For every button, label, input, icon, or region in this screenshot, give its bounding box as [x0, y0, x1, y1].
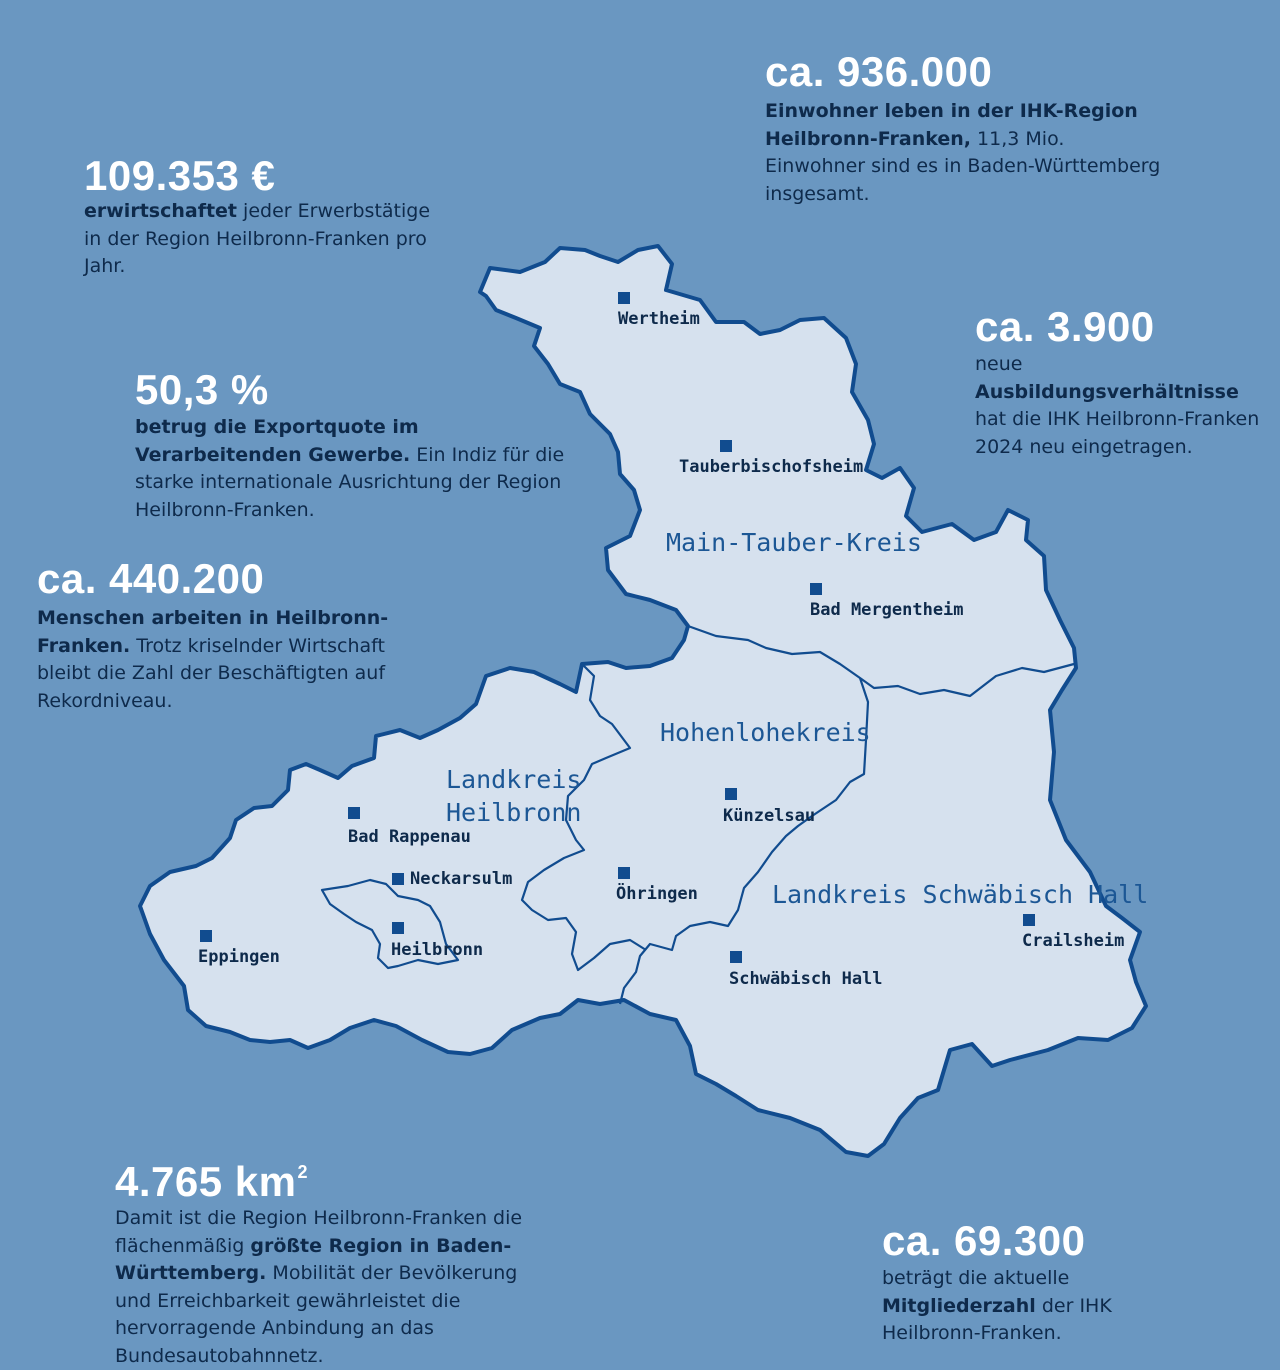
stat-mitglieder [882, 1217, 1212, 1348]
stat-einwohner [765, 48, 1165, 208]
stat-beschaeftigte-bold: Menschen arbeiten in Heilbronn-Franken. [37, 607, 389, 657]
stat-einwohner-rest: 11,3 Mio. Einwohner sind es in Baden-Württemberg insgesamt. [765, 127, 1161, 205]
stat-produktivitaet-text [84, 198, 444, 281]
town-label-neckarsulm: Neckarsulm [410, 869, 513, 889]
district-heilbronn-line2: Heilbronn [446, 798, 582, 827]
stat-mitglieder-rest: der IHK Heilbronn-Franken. [882, 1294, 1112, 1344]
stat-flaeche-text [115, 1205, 525, 1370]
stat-export-value: 50,3 % [135, 366, 269, 413]
stat-mitglieder-text [882, 1265, 1212, 1348]
district-schwaebisch-hall: Landkreis Schwäbisch Hall [772, 880, 1149, 909]
district-main-tauber: Main-Tauber-Kreis [666, 528, 922, 557]
town-label-kuenzelsau: Künzelsau [723, 806, 816, 826]
stat-ausbildung-bold: Ausbildungsverhältnisse [975, 380, 1239, 403]
stat-flaeche [115, 1148, 525, 1370]
town-marker-wertheim [618, 292, 630, 304]
town-marker-bad-rappenau [348, 807, 360, 819]
stat-produktivitaet-bold: erwirtschaftet [84, 200, 238, 222]
stat-flaeche-sup: 2 [297, 1162, 308, 1182]
town-marker-bad-mergentheim [810, 583, 822, 595]
stat-einwohner-text [765, 98, 1165, 208]
stat-beschaeftigte-value: ca. 440.200 [37, 555, 265, 602]
stat-ausbildung-rest: hat die IHK Heilbronn-Franken 2024 neu eingetragen. [975, 408, 1260, 458]
stat-einwohner-value: ca. 936.000 [765, 48, 993, 95]
stat-ausbildung-text [975, 351, 1265, 461]
stat-export-text [135, 414, 565, 524]
town-marker-heilbronn [392, 922, 404, 934]
stat-mitglieder-bold: Mitgliederzahl [882, 1294, 1036, 1317]
stat-beschaeftigte-rest: Trotz kriselnder Wirtschaft bleibt die Zahl der Beschäftigten auf Rekordniveau. [37, 634, 386, 712]
town-label-bad-mergentheim: Bad Mergentheim [810, 600, 964, 620]
town-marker-oehringen [618, 867, 630, 879]
town-label-eppingen: Eppingen [198, 947, 280, 967]
stat-beschaeftigte [37, 555, 432, 715]
stat-mitglieder-value: ca. 69.300 [882, 1217, 1086, 1264]
stat-produktivitaet-value: 109.353 € [84, 152, 276, 199]
town-label-bad-rappenau: Bad Rappenau [348, 827, 471, 847]
stat-ausbildung-pre: neue [975, 353, 1023, 375]
stat-ausbildung-value: ca. 3.900 [975, 303, 1155, 350]
stat-mitglieder-pre: beträgt die aktuelle [882, 1267, 1070, 1289]
stat-export [135, 366, 565, 524]
stat-flaeche-pre: Damit ist die Region Heilbronn-Franken die flächenmäßig [115, 1207, 523, 1257]
town-label-tauberbischofsheim: Tauberbischofsheim [679, 457, 864, 477]
district-hohenlohe: Hohenlohekreis [660, 718, 871, 747]
stat-export-rest: Ein Indiz für die starke internationale Ausrichtung der Region Heilbronn-Franken. [135, 443, 565, 521]
stat-produktivitaet [84, 152, 444, 281]
town-marker-kuenzelsau [725, 788, 737, 800]
town-label-wertheim: Wertheim [618, 309, 700, 329]
district-heilbronn-line1: Landkreis [446, 765, 582, 794]
stat-beschaeftigte-text [37, 605, 432, 715]
town-label-schwaebisch-hall: Schwäbisch Hall [729, 969, 883, 989]
stat-export-bold: betrug die Exportquote im Verarbeitenden Gewerbe. [135, 416, 419, 466]
stat-produktivitaet-rest: jeder Erwerbstätige in der Region Heilbronn-Franken pro Jahr. [84, 200, 431, 277]
town-marker-crailsheim [1023, 914, 1035, 926]
stat-flaeche-value [115, 1148, 525, 1206]
stat-ausbildung [975, 303, 1265, 461]
town-label-heilbronn: Heilbronn [391, 940, 484, 960]
town-marker-schwaebisch-hall [730, 951, 742, 963]
town-label-crailsheim: Crailsheim [1022, 931, 1125, 951]
stat-flaeche-number: 4.765 km [115, 1158, 297, 1205]
town-label-oehringen: Öhringen [616, 884, 698, 904]
town-marker-neckarsulm [392, 873, 404, 885]
stat-flaeche-rest: Mobilität der Bevölkerung und Erreichbarkeit gewährleistet die hervorragende Anbindung an das Bundesautobahnnetz. [115, 1262, 518, 1367]
town-marker-eppingen [200, 930, 212, 942]
stat-flaeche-bold: größte Region in Baden-Württemberg. [115, 1234, 512, 1284]
stat-einwohner-bold: Einwohner leben in der IHK-Region Heilbronn-Franken, [765, 100, 1138, 150]
town-marker-tauberbischofsheim [720, 440, 732, 452]
